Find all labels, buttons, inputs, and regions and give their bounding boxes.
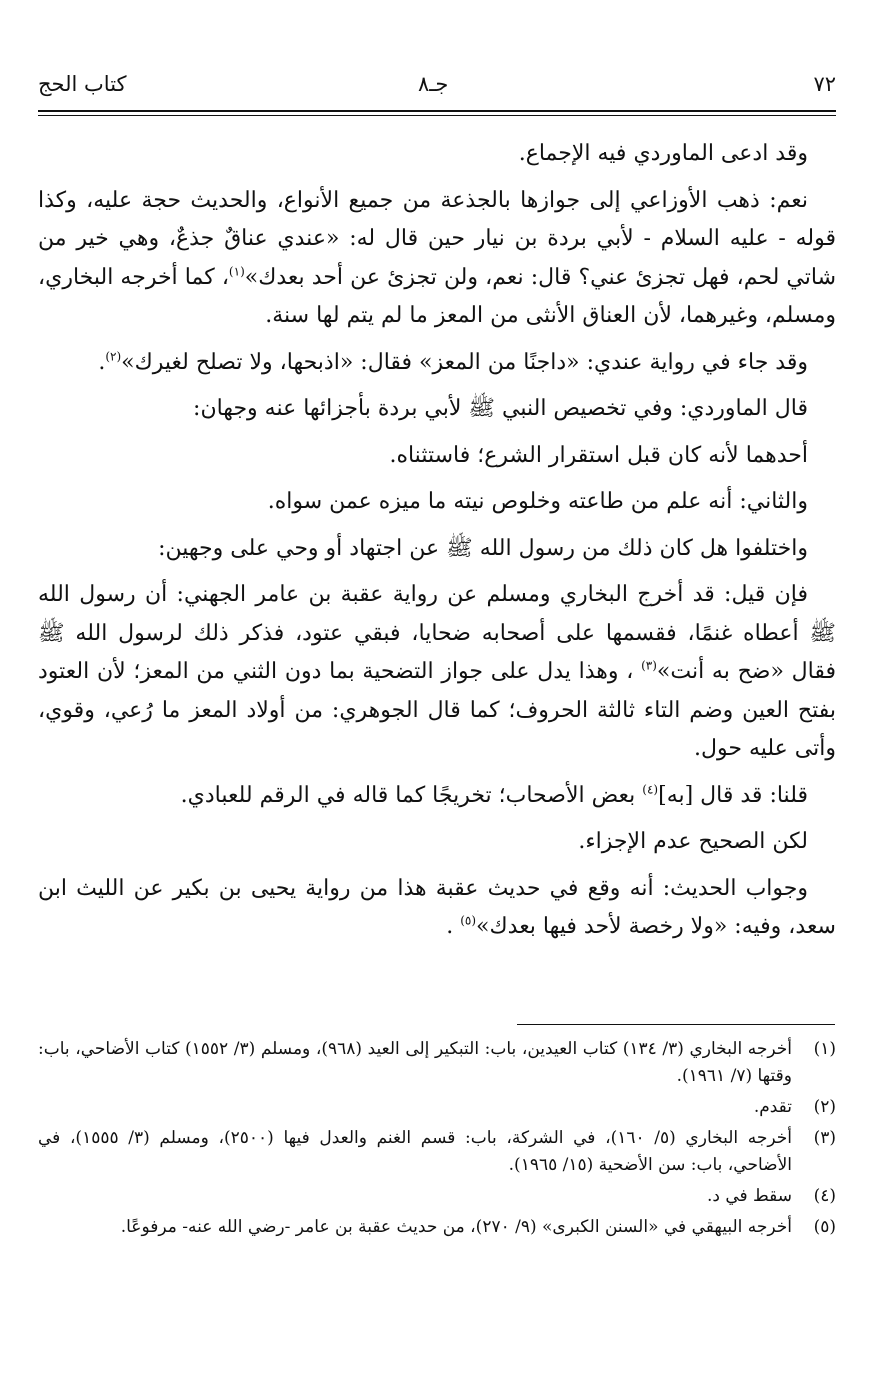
footnotes <box>38 1036 836 1245</box>
running-header <box>38 72 836 108</box>
paragraph: وجواب الحديث: أنه وقع في حديث عقبة هذا من رواية يحيى بن بكير عن الليث ابن سعد، وفيه: «ولا رخصة لأحد فيها بعدك»$^{(٥)}$ . <box>38 875 836 939</box>
footnote-text: أخرجه البخاري (٥/ ١٦٠)، في الشركة، باب: قسم الغنم والعدل فيها (٢٥٠٠)، ومسلم (٣/ ١٥٥٥)، في الأضاحي، باب: سن الأضحية (١٥/ ١٩٦٥). <box>38 1128 793 1175</box>
footnote-item <box>38 1183 836 1210</box>
footnote-text: أخرجه البخاري (٣/ ١٣٤) كتاب العيدين، باب: التبكير إلى العيد (٩٦٨)، ومسلم (٣/ ١٥٥٢) كتاب الأضاحي، باب: وقتها (٧/ ١٩٦١). <box>38 1039 792 1086</box>
footnote-separator <box>517 1024 835 1025</box>
footnote-item <box>38 1094 836 1121</box>
footnote-number: (٥) <box>813 1217 836 1237</box>
paragraph: والثاني: أنه علم من طاعته وخلوص نيته ما ميزه عمن سواه. <box>267 489 808 514</box>
header-rule-thin <box>38 115 836 116</box>
footnote-number: (٤) <box>813 1186 836 1206</box>
footnote-ref[interactable]: (٤) <box>642 782 659 797</box>
volume-label: جـ٨ <box>418 72 449 96</box>
footnote-item <box>38 1214 836 1241</box>
paragraph: وقد ادعى الماوردي فيه الإجماع. <box>518 141 808 166</box>
paragraph: لكن الصحيح عدم الإجزاء. <box>578 829 808 854</box>
footnote-ref[interactable]: (١) <box>228 264 245 279</box>
paragraph: واختلفوا هل كان ذلك من رسول الله ﷺ عن اجتهاد أو وحي على وجهين: <box>158 535 808 561</box>
footnote-text: سقط في د. <box>706 1186 792 1206</box>
footnote-text: تقدم. <box>753 1097 792 1117</box>
footnote-item <box>38 1036 836 1090</box>
footnote-number: (٢) <box>813 1097 836 1117</box>
footnote-ref[interactable]: (٥) <box>460 913 477 928</box>
paragraph: قلنا: قد قال [به]$^{(٤)}$ بعض الأصحاب؛ تخريجًا كما قاله في الرقم للعبادي. <box>180 782 808 808</box>
footnote-item <box>38 1125 836 1179</box>
paragraph: فإن قيل: قد أخرج البخاري ومسلم عن رواية عقبة بن عامر الجهني: أن رسول الله ﷺ أعطاه غنمًا، فقسمها على أصحابه ضحايا، فبقي عتود، فذكر ذلك لرسول الله ﷺ فقال «ضح به أنت»$^{(٣)}$ ، وهذا يدل على جواز التضحية بما دون الثني من المعز؛ لأن العتود بفتح العين وضم التاء ثالثة الحروف؛ كما قال الجوهري: من أولاد المعز ما رُعي، وقوي، وأتى عليه حول. <box>38 582 836 761</box>
footnote-ref[interactable]: (٢) <box>105 349 122 364</box>
header-rule <box>38 110 836 112</box>
footnote-number: (١) <box>813 1039 836 1059</box>
paragraph: نعم: ذهب الأوزاعي إلى جوازها بالجذعة من جميع الأنواع، والحديث حجة عليه، وكذا قوله - عليه السلام - لأبي بردة بن نيار حين قال له: «عندي عناقٌ جذعٌ، وهي خير من شاتي لحم، فهل تجزئ عني؟ قال: نعم، ولن تجزئ عن أحد بعدك»$^{(١)}$، كما أخرجه البخاري، ومسلم، وغيرهما، لأن العناق الأنثى من المعز ما لم يتم لها سنة. <box>38 187 836 328</box>
book-title: كتاب الحج <box>38 72 127 96</box>
footnote-ref[interactable]: (٣) <box>641 658 657 673</box>
footnote-text: أخرجه البيهقي في «السنن الكبرى» (٩/ ٢٧٠)، من حديث عقبة بن عامر -رضي الله عنه- مرفوعًا. <box>120 1217 792 1237</box>
paragraph: أحدهما لأنه كان قبل استقرار الشرع؛ فاستثناه. <box>389 442 808 468</box>
paragraph: قال الماوردي: وفي تخصيص النبي ﷺ لأبي بردة بأجزائها عنه وجهان: <box>193 396 808 421</box>
page-number: ٧٢ <box>813 72 836 96</box>
paragraph: وقد جاء في رواية عندي: «داجنًا من المعز» فقال: «اذبحها، ولا تصلح لغيرك»$^{(٢)}$. <box>98 349 808 375</box>
main-text <box>38 135 836 955</box>
footnote-number: (٣) <box>813 1128 836 1148</box>
